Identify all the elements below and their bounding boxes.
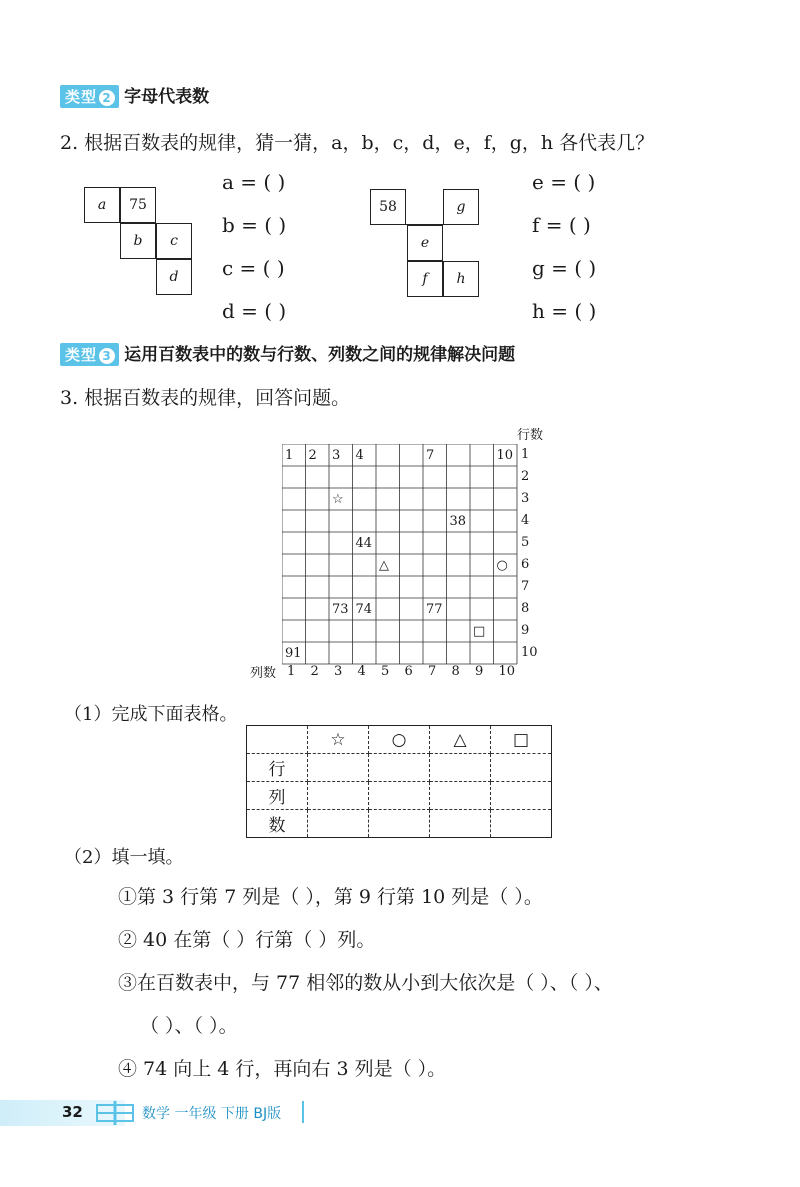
chart-cell: 2 [308, 448, 317, 463]
eq-f: f = ( ) [532, 213, 591, 237]
box-b: b [120, 223, 156, 259]
header-circle: ○ [369, 726, 430, 754]
eq-e: e = ( ) [532, 170, 596, 194]
chart-cell: □ [473, 624, 486, 639]
header-square: □ [491, 726, 552, 754]
eq-h: h = ( ) [532, 299, 597, 323]
answer-cell[interactable] [491, 754, 552, 782]
box-g: g [443, 189, 479, 225]
fill-item-1: ①第 3 行第 7 列是（ ），第 9 行第 10 列是（ ）。 [118, 886, 543, 908]
chart-cell: 77 [426, 602, 443, 617]
answer-cell[interactable] [308, 810, 369, 838]
answer-cell[interactable] [369, 782, 430, 810]
section3-heading [60, 340, 515, 366]
table-corner [247, 726, 308, 754]
col-number: 10 [498, 664, 516, 679]
row-label: 列 [247, 782, 308, 810]
row-number: 4 [521, 513, 530, 528]
answer-cell[interactable] [308, 754, 369, 782]
answer-cell[interactable] [430, 782, 491, 810]
answer-cell[interactable] [369, 810, 430, 838]
section2-heading [60, 82, 209, 108]
col-number: 6 [404, 664, 413, 679]
table-row [247, 754, 552, 782]
row-number: 2 [521, 469, 530, 484]
col-axis-label: 列数 [250, 666, 277, 681]
type-badge: 类型 3 [60, 343, 119, 366]
answer-cell[interactable] [430, 810, 491, 838]
chart-cell: 4 [355, 448, 364, 463]
col-number: 5 [381, 664, 390, 679]
box-d: d [156, 259, 192, 295]
box-a: a [84, 187, 120, 223]
footer-divider [302, 1101, 304, 1123]
header-triangle: △ [430, 726, 491, 754]
book-title: 数学 一年级 下册 BJ版 [142, 1106, 282, 1122]
row-number: 9 [521, 623, 530, 638]
box-f: f [407, 261, 443, 297]
chart-cell: 44 [355, 536, 373, 551]
chart-cell: 38 [449, 514, 467, 529]
row-label: 行 [247, 754, 308, 782]
chart-cell: ○ [496, 558, 508, 573]
box-75: 75 [120, 187, 156, 223]
col-number: 2 [310, 664, 319, 679]
eq-b: b = ( ) [222, 213, 287, 237]
row-axis-label: 行数 [517, 428, 544, 443]
col-number: 4 [357, 664, 366, 679]
box-e: e [407, 225, 443, 261]
row-number: 1 [521, 447, 530, 462]
page-footer [0, 1098, 800, 1128]
table-row [247, 782, 552, 810]
chart-cell: 3 [332, 448, 341, 463]
table-row [247, 810, 552, 838]
chart-cell: 10 [496, 448, 514, 463]
row-number: 10 [521, 645, 538, 660]
part2-label: （2）填一填。 [64, 847, 184, 868]
chart-cell: 1 [285, 448, 294, 463]
book-logo-icon [95, 1101, 135, 1125]
chart-cell: 74 [355, 602, 373, 617]
chart-cell: 7 [426, 448, 435, 463]
box-58: 58 [370, 189, 406, 225]
row-number: 5 [521, 535, 530, 550]
answer-cell[interactable] [308, 782, 369, 810]
col-number: 1 [287, 664, 296, 679]
box-h: h [443, 261, 479, 297]
answer-cell[interactable] [491, 810, 552, 838]
chart-cell: ☆ [332, 492, 344, 507]
answer-table [246, 725, 552, 838]
question-2: 2. 根据百数表的规律，猜一猜，a，b，c，d，e，f，g，h 各代表几？ [60, 132, 655, 154]
fill-item-3-cont: （ ）、（ ）。 [140, 1015, 238, 1037]
answer-cell[interactable] [430, 754, 491, 782]
table-header-row [247, 726, 552, 754]
page-number: 32 [62, 1103, 83, 1121]
fill-item-4: ④ 74 向上 4 行，再向右 3 列是（ ）。 [118, 1058, 447, 1080]
eq-a: a = ( ) [222, 170, 286, 194]
row-number: 7 [521, 579, 530, 594]
header-star: ☆ [308, 726, 369, 754]
row-number: 8 [521, 601, 530, 616]
section-title: 字母代表数 [124, 87, 210, 107]
eq-d: d = ( ) [222, 299, 287, 323]
section-title: 运用百数表中的数与行数、列数之间的规律解决问题 [124, 345, 516, 365]
fill-item-2: ② 40 在第（ ）行第（ ）列。 [118, 929, 376, 951]
fill-item-3: ③在百数表中，与 77 相邻的数从小到大依次是（ ）、（ ）、 [118, 972, 613, 994]
answer-cell[interactable] [491, 782, 552, 810]
box-connector [406, 189, 443, 225]
col-number: 9 [475, 664, 484, 679]
col-number: 3 [334, 664, 343, 679]
answer-cell[interactable] [369, 754, 430, 782]
row-label: 数 [247, 810, 308, 838]
col-number: 7 [428, 664, 437, 679]
chart-cell: △ [379, 558, 389, 573]
box-c: c [156, 223, 192, 259]
question-3: 3. 根据百数表的规律，回答问题。 [60, 387, 351, 409]
eq-c: c = ( ) [222, 256, 285, 280]
eq-g: g = ( ) [532, 256, 597, 280]
col-number: 8 [451, 664, 460, 679]
row-number: 6 [521, 557, 530, 572]
chart-cell: 91 [285, 646, 302, 661]
type-badge: 类型 2 [60, 85, 119, 108]
chart-cell: 73 [332, 602, 349, 617]
row-number: 3 [521, 491, 530, 506]
part1-label: （1）完成下面表格。 [64, 704, 238, 725]
